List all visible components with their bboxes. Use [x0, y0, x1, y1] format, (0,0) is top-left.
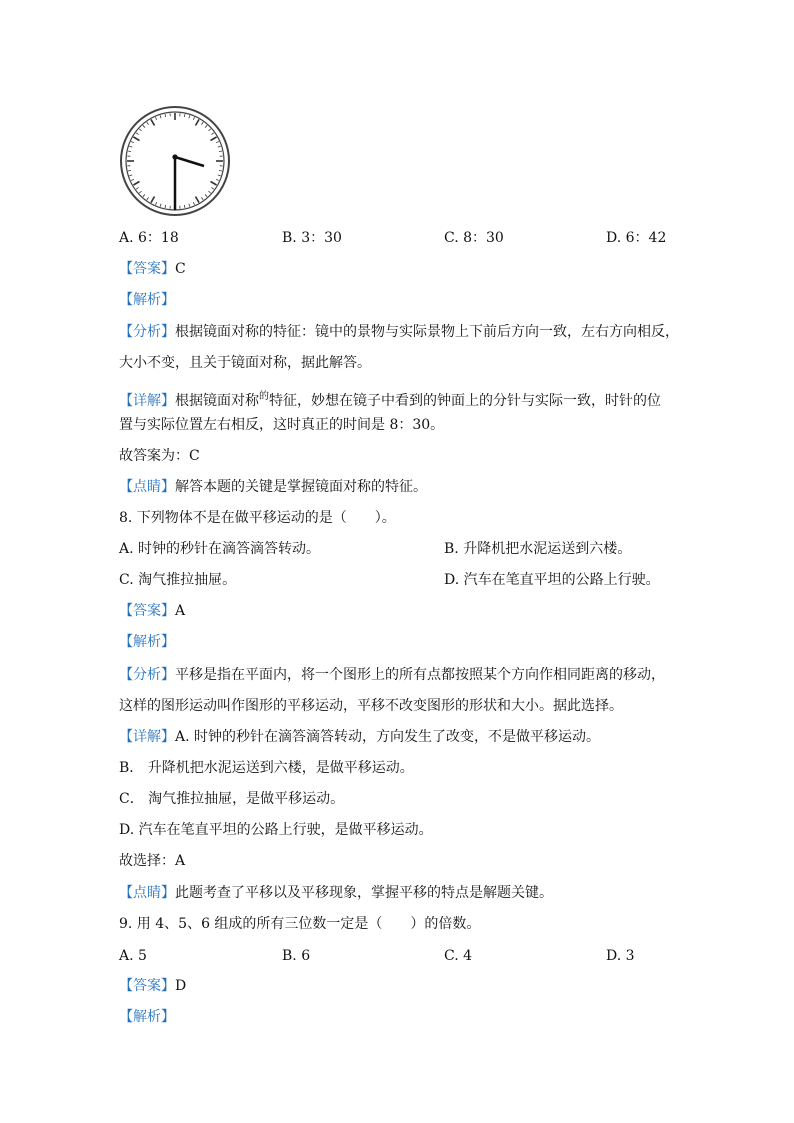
clock-minute-tick — [201, 122, 203, 124]
xiangjie-tag: 【详解】 — [119, 393, 175, 409]
clock-minute-tick — [201, 197, 203, 199]
q7-xiangjie-line-2: 置与实际位置左右相反，这时真正的时间是 8：30。 — [119, 417, 445, 433]
clock-minute-tick — [131, 179, 134, 180]
q8-option-b: B. 升降机把水泥运送到六楼。 — [444, 541, 632, 557]
xiangjie-text-a: 根据镜面对称 — [175, 393, 259, 409]
q7-xiangjie-line-1 — [119, 387, 661, 411]
q8-jiexi-heading: 【解析】 — [119, 634, 175, 650]
dianjing-text: 解答本题的关键是掌握镜面对称的特征。 — [175, 479, 427, 495]
clock-minute-tick — [184, 205, 185, 208]
clock-minute-tick — [219, 151, 222, 152]
clock-minute-tick — [184, 114, 185, 117]
q9-option-c: C. 4 — [444, 948, 473, 964]
xiangjie-superscript: 的 — [259, 391, 269, 402]
answer-value: C — [175, 261, 186, 277]
q9-answer — [119, 976, 186, 996]
q7-answer — [119, 259, 186, 279]
clock-minute-tick — [147, 197, 149, 199]
clock-minute-tick — [155, 117, 156, 120]
clock-minute-tick — [147, 122, 149, 124]
clock-minute-tick — [193, 202, 194, 205]
clock-hour-tick — [196, 119, 200, 125]
q8-xiangjie-a — [119, 727, 600, 747]
clock-minute-tick — [129, 146, 132, 147]
clock-minute-tick — [155, 202, 156, 205]
clock-minute-tick — [218, 146, 221, 147]
clock-hour-tick — [211, 137, 217, 141]
clock-minute-tick — [136, 133, 138, 135]
clock-hour-tick — [151, 197, 155, 203]
clock-minute-tick — [211, 187, 213, 189]
fenxi-text: 根据镜面对称的特征：镜中的景物与实际景物上下前后方向一致，左右方向相反， — [175, 324, 679, 340]
q7-fenxi-line-1 — [119, 322, 679, 342]
answer-tag: 【答案】 — [119, 261, 175, 277]
xiangjie-text: A. 时钟的秒针在滴答滴答转动，方向发生了改变，不是做平移运动。 — [175, 729, 601, 745]
q8-conclusion: 故选择：A — [119, 853, 186, 869]
answer-tag: 【答案】 — [119, 978, 175, 994]
answer-tag: 【答案】 — [119, 603, 175, 619]
q8-xiangjie-d: D. 汽车在笔直平坦的公路上行驶，是做平移运动。 — [119, 822, 433, 838]
clock-hour-tick — [133, 182, 139, 186]
clock-minute-tick — [139, 191, 141, 193]
q8-dianjing — [119, 883, 553, 903]
q7-conclusion: 故答案为：C — [119, 448, 200, 464]
fenxi-text: 平移是指在平面内，将一个图形上的所有点都按照某个方向作相同距离的移动， — [175, 667, 665, 683]
clock-minute-tick — [128, 151, 131, 152]
xiangjie-tag: 【详解】 — [119, 729, 175, 745]
clock-minute-tick — [128, 170, 131, 171]
clock-minute-tick — [143, 194, 145, 196]
clock-minute-tick — [211, 133, 213, 135]
clock-hour-tick — [151, 119, 155, 125]
clock-minute-tick — [205, 125, 207, 127]
q9-jiexi-heading: 【解析】 — [119, 1009, 175, 1025]
answer-value: A — [175, 603, 186, 619]
clock-minute-tick — [208, 129, 210, 131]
clock-minute-tick — [189, 204, 190, 207]
q8-stem: 8. 下列物体不是在做平移运动的是（ ）。 — [119, 510, 396, 526]
clock-minute-tick — [189, 115, 190, 118]
q8-fenxi-line-2: 这样的图形运动叫作图形的平移运动，平移不改变图形的形状和大小。据此选择。 — [119, 698, 623, 714]
q7-jiexi-heading: 【解析】 — [119, 292, 175, 308]
q8-xiangjie-b: B． 升降机把水泥运送到六楼，是做平移运动。 — [119, 760, 414, 776]
clock-minute-tick — [219, 170, 222, 171]
q8-answer — [119, 601, 185, 621]
clock-minute-tick — [165, 205, 166, 208]
clock-minute-tick — [131, 141, 134, 142]
clock-hour-tick — [133, 137, 139, 141]
q7-fenxi-line-2: 大小不变，且关于镜面对称，据此解答。 — [119, 355, 371, 371]
answer-value: D — [175, 978, 187, 994]
q8-fenxi-line-1 — [119, 665, 665, 685]
q9-option-a: A. 5 — [119, 948, 147, 964]
clock-face-image — [119, 105, 231, 217]
clock-hour-tick — [196, 197, 200, 203]
q7-option-c: C. 8：30 — [444, 230, 504, 246]
clock-minute-tick — [129, 175, 132, 176]
clock-minute-tick — [160, 204, 161, 207]
q8-option-a: A. 时钟的秒针在滴答滴答转动。 — [119, 541, 321, 557]
clock-minute-tick — [136, 187, 138, 189]
clock-minute-tick — [160, 115, 161, 118]
clock-minute-tick — [165, 114, 166, 117]
clock-hour-hand — [175, 157, 204, 166]
fenxi-tag: 【分析】 — [119, 667, 175, 683]
fenxi-tag: 【分析】 — [119, 324, 175, 340]
clock-minute-tick — [216, 141, 219, 142]
clock-minute-tick — [216, 179, 219, 180]
clock-hour-tick — [211, 182, 217, 186]
q7-option-d: D. 6：42 — [606, 230, 667, 246]
xiangjie-text-b: 特征，妙想在镜子中看到的钟面上的分针与实际一致，时针的位 — [269, 393, 661, 409]
q9-option-b: B. 6 — [282, 948, 311, 964]
q8-option-d: D. 汽车在笔直平坦的公路上行驶。 — [444, 572, 660, 588]
clock-minute-tick — [208, 191, 210, 193]
clock-minute-tick — [218, 175, 221, 176]
clock-minute-tick — [139, 129, 141, 131]
dianjing-tag: 【点睛】 — [119, 885, 175, 901]
dianjing-tag: 【点睛】 — [119, 479, 175, 495]
q8-xiangjie-c: C． 淘气推拉抽屉，是做平移运动。 — [119, 791, 345, 807]
clock-minute-tick — [143, 125, 145, 127]
q9-stem: 9. 用 4、5、6 组成的所有三位数一定是（ ）的倍数。 — [119, 916, 481, 932]
clock-center-dot — [172, 154, 177, 159]
dianjing-text: 此题考查了平移以及平移现象，掌握平移的特点是解题关键。 — [175, 885, 553, 901]
q7-option-b: B. 3：30 — [282, 230, 342, 246]
q9-option-d: D. 3 — [606, 948, 635, 964]
q8-option-c: C. 淘气推拉抽屉。 — [119, 572, 237, 588]
q7-dianjing — [119, 477, 427, 497]
q7-option-a: A. 6：18 — [119, 230, 179, 246]
clock-minute-tick — [205, 194, 207, 196]
clock-minute-tick — [193, 117, 194, 120]
